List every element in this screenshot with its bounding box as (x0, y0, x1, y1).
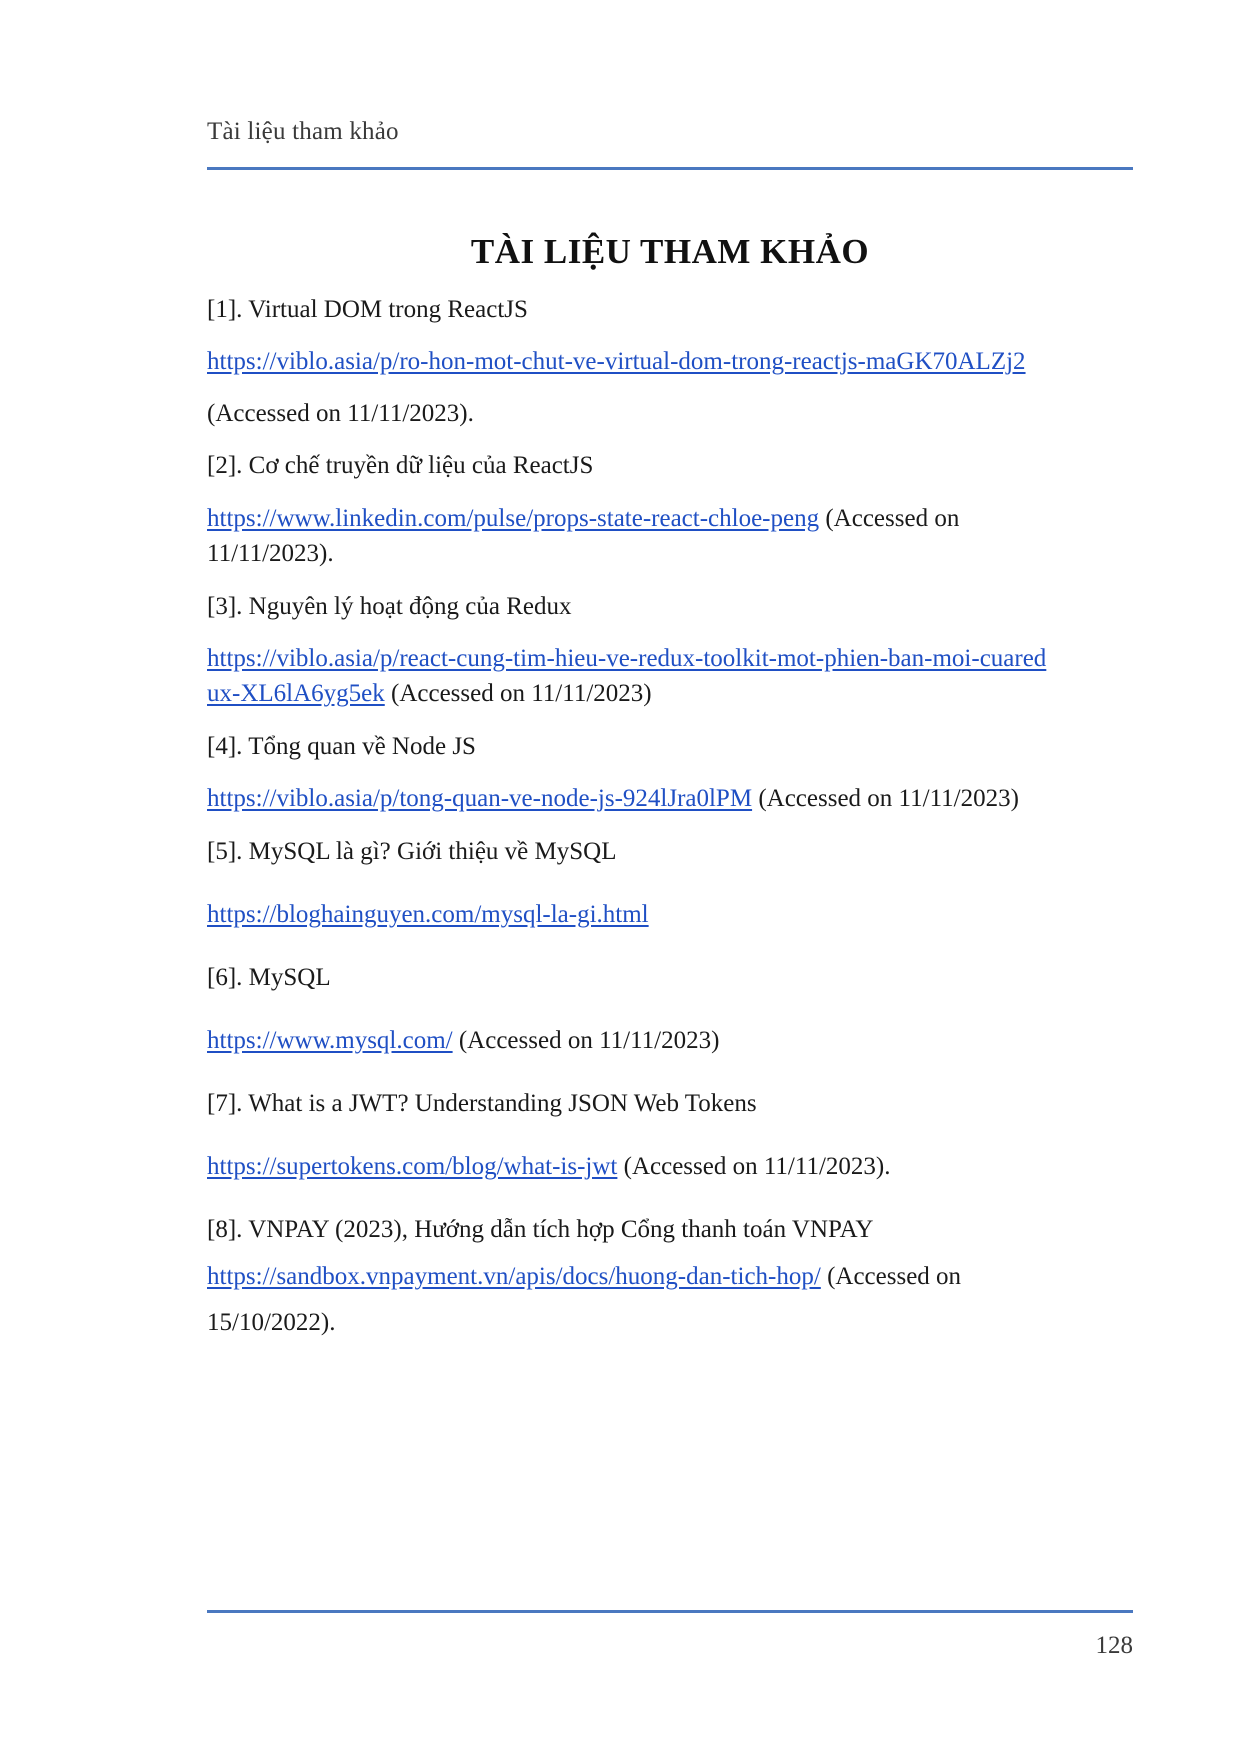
reference-7-accessed: (Accessed on 11/11/2023). (617, 1153, 891, 1180)
reference-4-title: [4]. Tổng quan về Node JS (207, 733, 476, 760)
reference-5-link[interactable]: https://bloghainguyen.com/mysql-la-gi.html (207, 901, 649, 928)
reference-2-title: [2]. Cơ chế truyền dữ liệu của ReactJS (207, 452, 594, 479)
reference-6-link-line (207, 1023, 719, 1059)
reference-1-link[interactable]: https://viblo.asia/p/ro-hon-mot-chut-ve-virtual-dom-trong-reactjs-maGK70ALZj2 (207, 348, 1026, 375)
reference-2-accessed-part2: 11/11/2023). (207, 540, 334, 567)
reference-3-link-line-2 (207, 676, 652, 712)
page-number: 128 (1095, 1632, 1133, 1659)
reference-4-link-line (207, 781, 1019, 817)
reference-3-accessed: (Accessed on 11/11/2023) (384, 680, 652, 707)
reference-4-accessed: (Accessed on 11/11/2023) (752, 785, 1019, 812)
reference-6-accessed: (Accessed on 11/11/2023) (452, 1027, 720, 1054)
reference-2-link-line (207, 501, 959, 537)
reference-2-accessed-part1: (Accessed on (819, 505, 960, 532)
reference-6-title: [6]. MySQL (207, 964, 331, 991)
reference-3-link-continued[interactable]: ux-XL6lA6yg5ek (207, 680, 385, 707)
reference-1-accessed: (Accessed on 11/11/2023). (207, 400, 474, 427)
running-header: Tài liệu tham khảo (207, 118, 399, 145)
footer-rule (207, 1610, 1133, 1613)
reference-8-link[interactable]: https://sandbox.vnpayment.vn/apis/docs/huong-dan-tich-hop/ (207, 1263, 821, 1290)
reference-4-link[interactable]: https://viblo.asia/p/tong-quan-ve-node-js-924lJra0lPM (207, 785, 753, 812)
reference-3-link-line-1 (207, 641, 1046, 677)
reference-8-accessed-part1: (Accessed on (820, 1263, 962, 1290)
reference-8-link-line (207, 1259, 961, 1295)
reference-3-title: [3]. Nguyên lý hoạt động của Redux (207, 593, 572, 620)
reference-8-accessed-part2: 15/10/2022). (207, 1309, 336, 1336)
reference-2-link[interactable]: https://www.linkedin.com/pulse/props-state-react-chloe-peng (207, 505, 820, 532)
reference-6-link[interactable]: https://www.mysql.com/ (207, 1027, 453, 1054)
header-rule (207, 167, 1133, 170)
reference-3-link[interactable]: https://viblo.asia/p/react-cung-tim-hieu-ve-redux-toolkit-mot-phien-ban-moi-cuared (207, 645, 1047, 672)
reference-1-link-line (207, 344, 1026, 380)
reference-5-link-line (207, 897, 649, 933)
reference-7-link-line (207, 1149, 890, 1185)
reference-5-title: [5]. MySQL là gì? Giới thiệu về MySQL (207, 838, 617, 865)
reference-7-title: [7]. What is a JWT? Understanding JSON Web Tokens (207, 1090, 757, 1117)
reference-7-link[interactable]: https://supertokens.com/blog/what-is-jwt (207, 1153, 618, 1180)
reference-1-title: [1]. Virtual DOM trong ReactJS (207, 296, 528, 323)
reference-8-title: [8]. VNPAY (2023), Hướng dẫn tích hợp Cổng thanh toán VNPAY (207, 1216, 874, 1243)
page-title: TÀI LIỆU THAM KHẢO (470, 232, 870, 271)
